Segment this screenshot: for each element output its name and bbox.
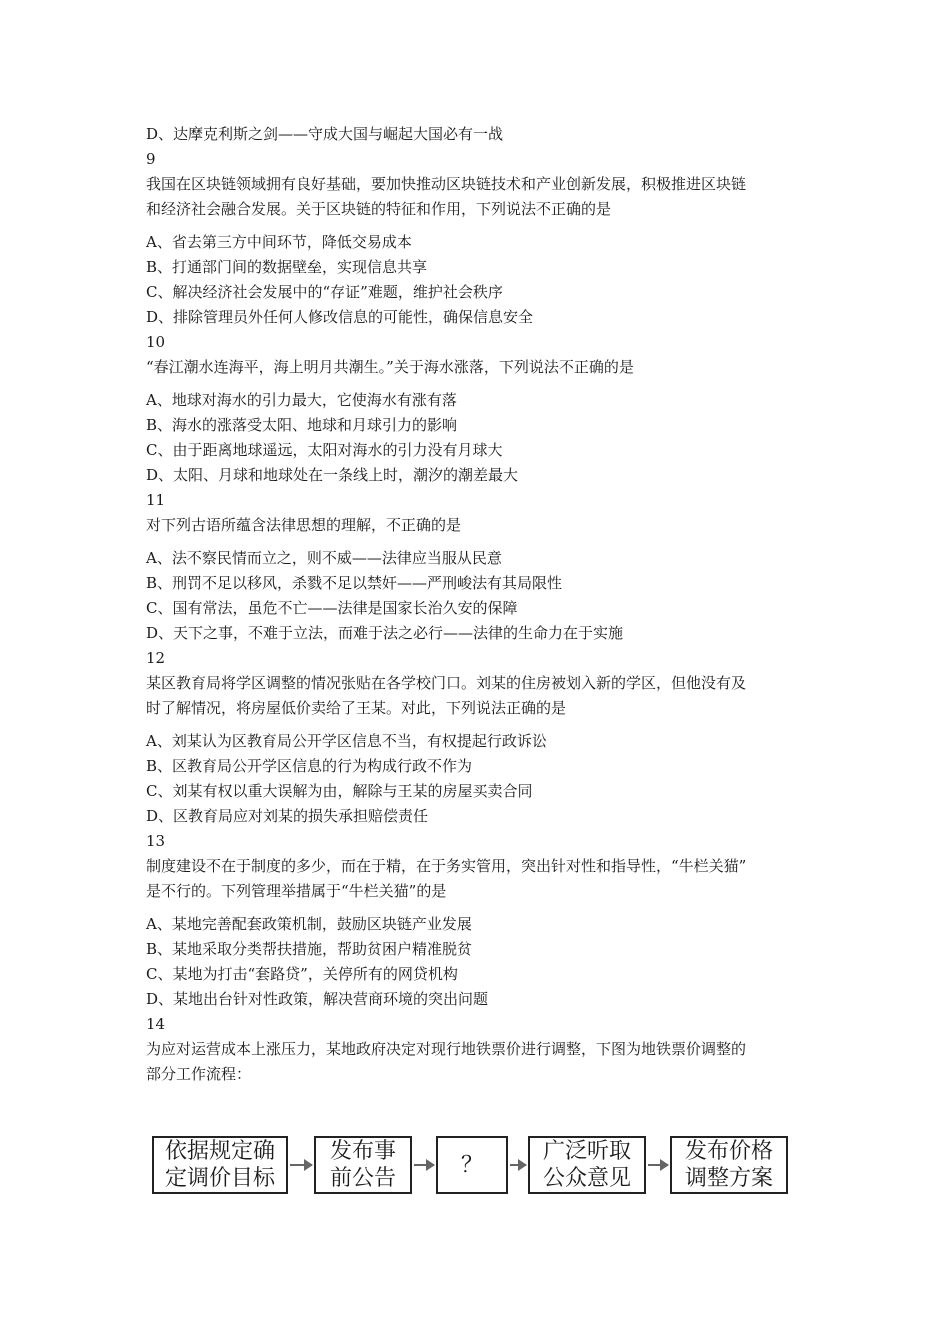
question-14-stem-line: 为应对运营成本上涨压力，某地政府决定对现行地铁票价进行调整，下图为地铁票价调整的 — [146, 1040, 747, 1058]
question-12-option-c: C、刘某有权以重大误解为由，解除与王某的房屋买卖合同 — [146, 782, 533, 800]
question-14-number: 14 — [146, 1015, 166, 1033]
question-13-option-a: A、某地完善配套政策机制，鼓励区块链产业发展 — [146, 915, 472, 933]
fare-adjustment-flowchart — [146, 1130, 806, 1206]
question-10-option-a: A、地球对海水的引力最大，它使海水有涨有落 — [146, 391, 457, 409]
question-13-number: 13 — [146, 832, 166, 850]
flow-arrow — [414, 1164, 434, 1166]
question-12-option-b: B、区教育局公开学区信息的行为构成行政不作为 — [146, 757, 473, 775]
question-12-option-d: D、区教育局应对刘某的损失承担赔偿责任 — [146, 807, 429, 825]
question-9-option-a: A、省去第三方中间环节，降低交易成本 — [146, 233, 412, 251]
question-13-stem-line: 制度建设不在于制度的多少，而在于精，在于务实管用，突出针对性和指导性，“牛栏关猫” — [146, 857, 747, 875]
flow-step-prior-notice — [314, 1136, 412, 1194]
question-11-option-c: C、国有常法，虽危不亡——法律是国家长治久安的保障 — [146, 599, 518, 617]
flow-arrow — [290, 1164, 312, 1166]
question-9-number: 9 — [146, 150, 156, 168]
question-11-option-b: B、刑罚不足以移风，杀戮不足以禁奸——严刑峻法有其局限性 — [146, 574, 563, 592]
question-12-option-a: A、刘某认为区教育局公开学区信息不当，有权提起行政诉讼 — [146, 732, 547, 750]
flow-step-text: 前公告 — [329, 1166, 396, 1191]
question-12-number: 12 — [146, 649, 166, 667]
question-10-stem-line: “春江潮水连海平，海上明月共潮生。”关于海水涨落，下列说法不正确的是 — [146, 358, 634, 376]
flow-step-text: 调整方案 — [684, 1166, 773, 1191]
flow-step-set-target — [152, 1136, 288, 1194]
question-10-option-d: D、太阳、月球和地球处在一条线上时，潮汐的潮差最大 — [146, 466, 519, 484]
flow-step-text: 发布事 — [329, 1139, 396, 1164]
question-9-option-b: B、打通部门间的数据壁垒，实现信息共享 — [146, 258, 428, 276]
question-11-option-d: D、天下之事，不难于立法，而难于法之必行——法律的生命力在于实施 — [146, 624, 624, 642]
question-13-option-d: D、某地出台针对性政策，解决营商环境的突出问题 — [146, 990, 489, 1008]
flow-step-publish-plan — [670, 1136, 788, 1194]
question-11-number: 11 — [146, 491, 166, 509]
flow-step-unknown — [436, 1136, 508, 1194]
question-14-stem-line: 部分工作流程： — [146, 1065, 252, 1083]
question-9-stem-line: 和经济社会融合发展。关于区块链的特征和作用，下列说法不正确的是 — [146, 200, 612, 218]
question-10-option-b: B、海水的涨落受太阳、地球和月球引力的影响 — [146, 416, 458, 434]
previous-option-d: D、达摩克利斯之剑——守成大国与崛起大国必有一战 — [146, 125, 504, 143]
question-13-option-c: C、某地为打击“套路贷”，关停所有的网贷机构 — [146, 965, 458, 983]
question-13-option-b: B、某地采取分类帮扶措施，帮助贫困户精准脱贫 — [146, 940, 473, 958]
question-page — [146, 122, 816, 1087]
flow-step-public-opinion — [528, 1136, 646, 1194]
question-10-option-c: C、由于距离地球遥远，太阳对海水的引力没有月球大 — [146, 441, 503, 459]
question-9-option-c: C、解决经济社会发展中的“存证”难题，维护社会秩序 — [146, 283, 503, 301]
flow-arrow — [648, 1164, 668, 1166]
flow-step-text: 依据规定确 — [164, 1139, 275, 1164]
flow-step-text: 广泛听取 — [542, 1139, 631, 1164]
question-13-stem-line: 是不行的。下列管理举措属于“牛栏关猫”的是 — [146, 882, 447, 900]
flow-step-text: ？ — [460, 1152, 483, 1178]
question-10-number: 10 — [146, 333, 166, 351]
question-12-stem-line: 某区教育局将学区调整的情况张贴在各学校门口。刘某的住房被划入新的学区，但他没有及 — [146, 674, 747, 692]
flow-step-text: 定调价目标 — [164, 1166, 275, 1191]
flow-step-text: 公众意见 — [542, 1166, 631, 1191]
flow-arrow — [510, 1164, 526, 1166]
question-9-option-d: D、排除管理员外任何人修改信息的可能性，确保信息安全 — [146, 308, 534, 326]
question-9-stem-line: 我国在区块链领域拥有良好基础，要加快推动区块链技术和产业创新发展，积极推进区块链 — [146, 175, 747, 193]
flow-step-text: 发布价格 — [684, 1139, 773, 1164]
question-12-stem-line: 时了解情况，将房屋低价卖给了王某。对此，下列说法正确的是 — [146, 699, 567, 717]
question-11-stem-line: 对下列古语所蕴含法律思想的理解，不正确的是 — [146, 516, 462, 534]
question-11-option-a: A、法不察民情而立之，则不威——法律应当服从民意 — [146, 549, 502, 567]
